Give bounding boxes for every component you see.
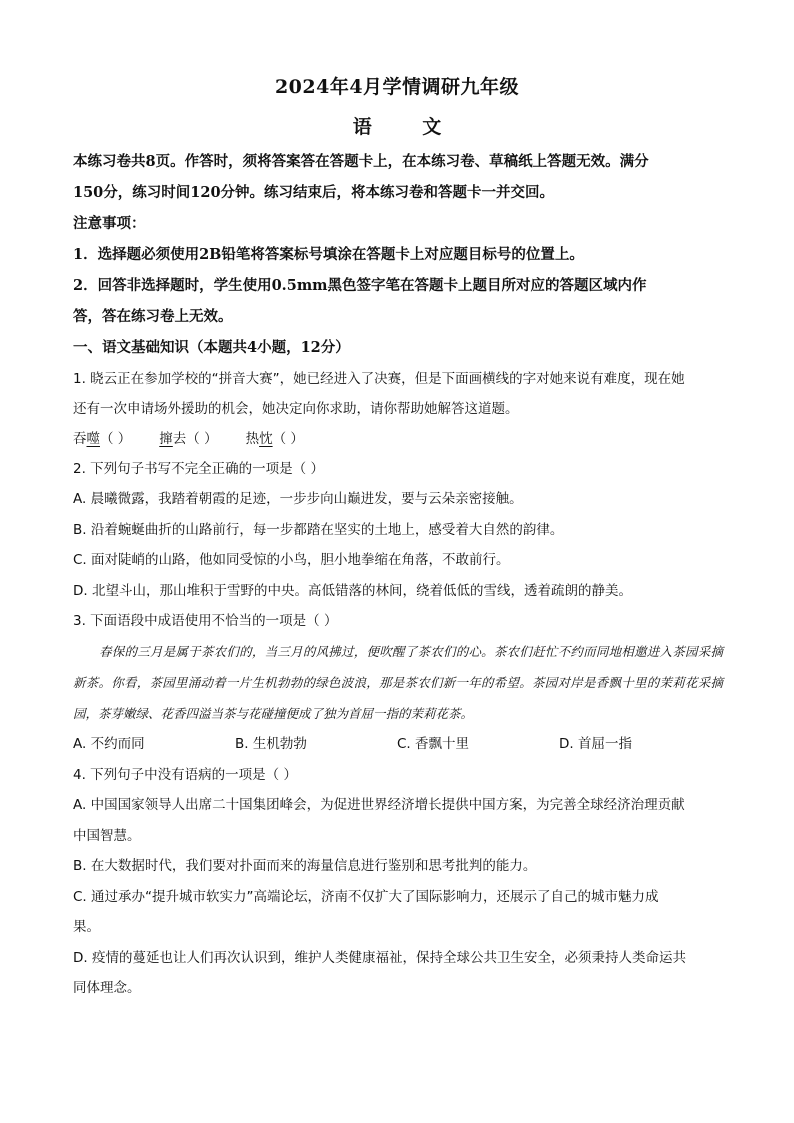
question-2	[73, 454, 723, 606]
option-c: C. 通过承办“提升城市软实力”高端论坛，济南不仅扩大了国际影响力，还展示了自己的城市魅力成	[73, 888, 659, 905]
question-stem: 1. 晓云正在参加学校的“拼音大赛”，她已经进入了决赛，但是下面画横线的字对她来说有难度，现在她	[73, 371, 685, 387]
pinyin-items	[73, 424, 723, 454]
options-row	[73, 729, 723, 760]
option-d-cont: 同体理念。	[73, 980, 141, 996]
notice-title: 注意事项：	[73, 215, 146, 232]
notice-item-2-cont: 答，答在练习卷上无效。	[73, 308, 233, 325]
option-a: A. 中国国家领导人出席二十国集团峰会，为促进世界经济增长提供中国方案，为完善全球经济治理贡献	[73, 797, 685, 813]
option-d: D. 北望斗山，那山堆积于雪野的中央。高低错落的林间，绕着低低的雪线，透着疏朗的静美。	[73, 582, 632, 599]
option-c: C. 面对陡峭的山路，他如同受惊的小鸟，胆小地拳缩在角落，不敢前行。	[73, 552, 510, 568]
subject-title: 语 文	[352, 116, 464, 138]
question-1	[73, 364, 723, 454]
notice-item-1: 1．选择题必须使用2B铅笔将答案标号填涂在答题卡上对应题目标号的位置上。	[73, 246, 584, 263]
exam-instructions	[73, 146, 723, 332]
question-stem: 2. 下列句子书写不完全正确的一项是（ ）	[73, 461, 324, 477]
option-d: D. 首屈一指	[559, 736, 632, 752]
option-b: B. 生机勃勃	[235, 736, 307, 752]
option-a-cont: 中国智慧。	[73, 827, 141, 844]
exam-title: 2024年4月学情调研九年级	[274, 76, 520, 98]
underlined-char: 噬	[86, 431, 100, 447]
option-c: C. 香飘十里	[397, 736, 470, 752]
option-c-cont: 果。	[73, 919, 100, 935]
question-stem: 3. 下面语段中成语使用不恰当的一项是（ ）	[73, 613, 338, 629]
question-stem-cont: 还有一次申请场外援助的机会，她决定向你求助，请你帮助她解答这道题。	[73, 401, 519, 417]
notice-item-2: 2．回答非选择题时，学生使用0.5mm黑色签字笔在答题卡上题目所对应的答题区域内作	[73, 277, 647, 294]
option-b: B. 沿着蜿蜒曲折的山路前行，每一步都踏在坚实的土地上，感受着大自然的韵律。	[73, 521, 564, 538]
section-heading: 一、语文基础知识（本题共4小题，12分）	[73, 339, 350, 356]
option-a: A. 晨曦微露，我踏着朝霞的足迹，一步步向山巅进发，要与云朵亲密接触。	[73, 491, 523, 507]
instruction-line: 本练习卷共8页。作答时，须将答案答在答题卡上，在本练习卷、草稿纸上答题无效。满分	[73, 153, 649, 170]
pinyin-item: 热忱（ ）	[245, 431, 304, 447]
question-4	[73, 760, 723, 1004]
underlined-char: 忱	[259, 431, 273, 447]
pinyin-item: 撺去（ ）	[159, 431, 218, 447]
pinyin-item: 吞噬（ ）	[73, 431, 132, 447]
instruction-line: 150分，练习时间120分钟。练习结束后，将本练习卷和答题卡一并交回。	[73, 184, 555, 201]
exam-content	[73, 146, 723, 1004]
reading-passage: 春保的三月是属于茶农们的，当三月的风拂过，便吹醒了茶农们的心。茶农们赶忙不约而同地相邀进入茶园采摘新茶。你看，茶园里涌动着一片生机勃勃的绿色波浪，那是茶农们新一年的希望。茶园对岸是香飘十里的茉莉花采摘园，茶芽嫩绿、花香四溢当茶与花碰撞便成了独为首屈一指的茉莉花茶。	[73, 644, 723, 721]
option-b: B. 在大数据时代，我们要对扑面而来的海量信息进行鉴别和思考批判的能力。	[73, 858, 537, 874]
option-a: A. 不约而同	[73, 736, 145, 752]
option-d: D. 疫情的蔓延也让人们再次认识到，维护人类健康福祉，保持全球公共卫生安全，必须秉持人类命运共	[73, 949, 686, 966]
question-3	[73, 606, 723, 760]
underlined-char: 撺	[159, 431, 173, 447]
question-stem: 4. 下列句子中没有语病的一项是（ ）	[73, 767, 297, 783]
